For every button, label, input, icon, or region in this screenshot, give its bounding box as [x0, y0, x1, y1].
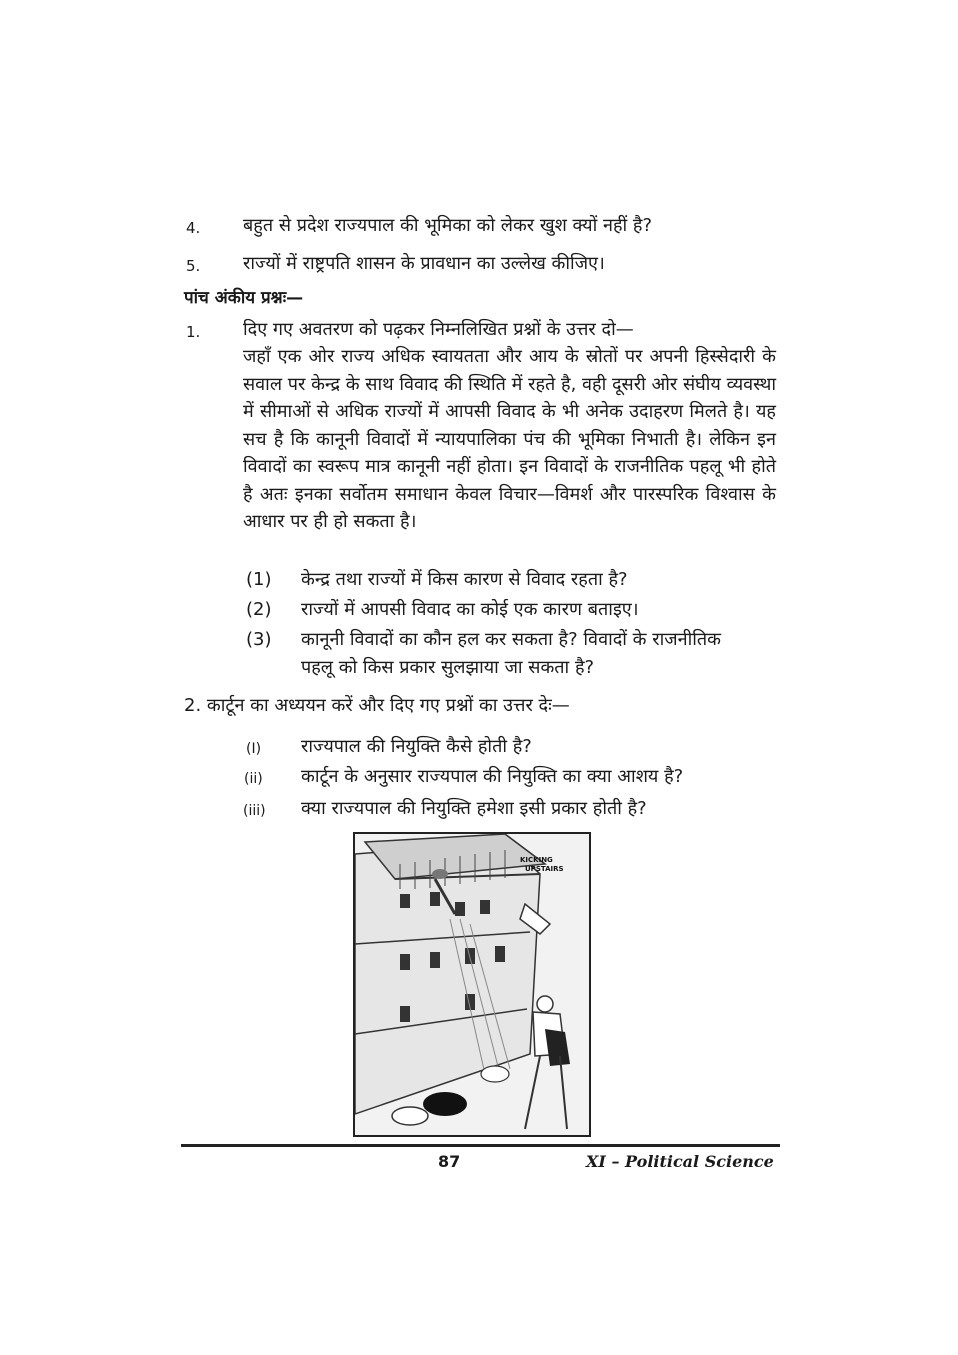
- footer-rule: [181, 1144, 780, 1147]
- section-heading: पांच अंकीय प्रश्नः—: [184, 288, 304, 308]
- sub-question-text: राज्यों में आपसी विवाद का कोई एक कारण बताइए।: [301, 599, 639, 620]
- sub-question-text: क्या राज्यपाल की नियुक्ति हमेशा इसी प्रकार होती है?: [301, 798, 647, 819]
- page-number: 87: [438, 1152, 461, 1171]
- sub-question-text-cont: पहलू को किस प्रकार सुलझाया जा सकता है?: [301, 657, 595, 678]
- passage: जहाँ एक ओर राज्य अधिक स्वायतता और आय के स्रोतों पर अपनी हिस्सेदारी के सवाल पर केन्द्र के साथ विवाद की स्थिति में रहते है, वही दूसरी ओर संघीय व्यवस्था में सीमाओं से अधिक राज्यों में आपसी विवाद के भी अनेक उदाहरण मिलते है। यह सच है कि कानूनी विवादों में न्यायपालिका पंच की भूमिका निभाती है। लेकिन इन विवादों का स्वरूप मात्र कानूनी नहीं होता। इन विवादों के राजनीतिक पहलू भी होते है अतः इनका सर्वोतम समाधान केवल विचार—विमर्श और पारस्परिक विश्वास के आधार पर ही हो सकता है।: [243, 346, 776, 532]
- sub-question-number: (2): [246, 599, 272, 620]
- sub-question-number: (ii): [244, 771, 263, 787]
- question-prompt: दिए गए अवतरण को पढ़कर निम्नलिखित प्रश्नों के उत्तर दो—: [243, 319, 634, 340]
- sub-question-number: (1): [246, 569, 272, 590]
- cartoon-illustration: [353, 832, 591, 1137]
- sub-question-number: (3): [246, 629, 272, 650]
- question-text: राज्यों में राष्ट्रपति शासन के प्रावधान का उल्लेख कीजिए।: [243, 253, 605, 274]
- sub-question-text: राज्यपाल की नियुक्ति कैसे होती है?: [301, 736, 532, 757]
- sub-question-number: (I): [246, 741, 262, 757]
- running-title: XI – Political Science: [586, 1152, 774, 1171]
- sub-question-text: कार्टून के अनुसार राज्यपाल की नियुक्ति का क्या आशय है?: [301, 766, 684, 787]
- sub-question-text: कानूनी विवादों का कौन हल कर सकता है? विवादों के राजनीतिक: [301, 629, 722, 650]
- question-number: 1.: [186, 323, 201, 341]
- question-number: 5.: [186, 257, 201, 275]
- cartoon-drawing: [355, 834, 589, 1135]
- question-prompt: 2. कार्टून का अध्ययन करें और दिए गए प्रश्नों का उत्तर देः—: [184, 695, 570, 716]
- question-number: 4.: [186, 219, 201, 237]
- cartoon-caption: UPSTAIRS: [525, 865, 564, 873]
- question-text: बहुत से प्रदेश राज्यपाल की भूमिका को लेकर खुश क्यों नहीं है?: [243, 215, 653, 236]
- cartoon-caption: KICKING: [520, 856, 553, 864]
- sub-question-text: केन्द्र तथा राज्यों में किस कारण से विवाद रहता है?: [301, 569, 628, 590]
- sub-question-number: (iii): [243, 803, 266, 819]
